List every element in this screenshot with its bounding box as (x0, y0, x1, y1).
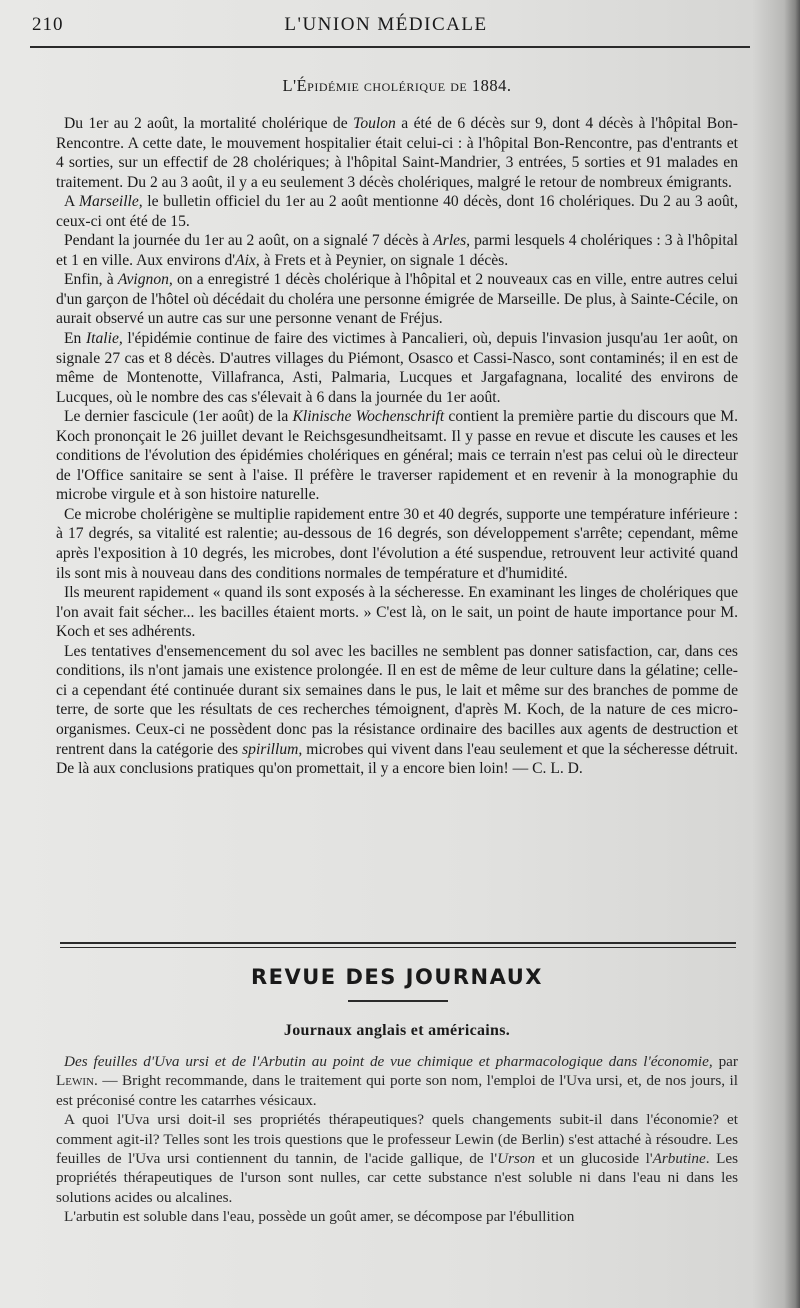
text-run: Du 1er au 2 août, la mortalité cholérique de (64, 115, 354, 132)
section-title-year: 1884. (471, 76, 512, 95)
paragraph (56, 1052, 738, 1110)
paragraph (56, 114, 738, 192)
paragraph (56, 407, 738, 505)
revue-subheading: Journaux anglais et américains. (283, 1022, 511, 1039)
paragraph (56, 192, 738, 231)
paragraph (56, 505, 738, 583)
text-run: En (64, 330, 86, 348)
italic-run: Marseille, (79, 193, 143, 211)
page-number: 210 (32, 14, 64, 35)
text-run: contient la première partie du discours que M. Koch prononçait le 26 juillet devant le Reichsgesundheitsamt. Il y passe en revue et discute les causes et les conditions de l'évolution des épidémies cholériques en général; mais ce terrain n'est pas celui où le directeur de l'Office sanitaire se sent à l'aise. Il préfère le traverser rapidement et en revenir à la monographie du microbe virgule et à son histoire naturelle. (56, 408, 738, 504)
text-run: a été de 6 décès sur 9, dont 4 décès à l'hôpital Bon-Rencontre. A cette date, le mouvement hospitalier était celui-ci : à l'hôpital Bon-Rencontre, pas d'entrants et 4 sorties, sur un effectif de 28 cholériques; à l'hôpital Saint-Mandrier, 3 entrées, 5 sorties et 91 malades en traitement. Du 2 au 3 août, il y a eu seulement 3 décès cholériques, malgré le retour de nombreux émigrants. (56, 115, 738, 191)
text-run: l'épidémie continue de faire des victimes à Pancalieri, où, depuis l'invasion jusqu'au 1er août, on signale 27 cas et 8 décès. D'autres villages du Piémont, Osasco et Cassi-Nasco, sont contaminés; il en est de même de Montenotte, Villafranca, Asti, Palmaria, Lucques et Jargafagnana, localité des environs de Lucques, où le nombre des cas s'élevait à 6 dans la journée du 1er août. (56, 330, 738, 406)
italic-run: Arles, (433, 232, 471, 250)
journal-title: L'UNION MÉDICALE (284, 14, 488, 35)
italic-run: Klinische Wochenschrift (292, 408, 445, 426)
italic-run: Avignon, (117, 271, 173, 289)
text-run: , à Frets et à Peynier, on signale 1 décès. (255, 251, 509, 269)
revue-title: REVUE DES JOURNAUX (250, 965, 543, 989)
text-run: Enfin, à (64, 271, 118, 289)
page-spine-shadow (784, 0, 800, 1308)
text-run: L'arbutin est soluble dans l'eau, possède un goût amer, se décompose par l'ébullition (64, 1208, 575, 1226)
double-rule-top (60, 942, 736, 944)
italic-run: Toulon (353, 115, 396, 132)
italic-run: Aix (235, 251, 256, 269)
paragraph (56, 1110, 738, 1207)
text-run: . — Bright recommande, dans le traitement qui porte son nom, l'emploi de l'Uva ursi, et, de nos jours, il est préconisé contre les catarrhes vésicaux. (56, 1072, 738, 1109)
text-run: Pendant la journée du 1er au 2 août, on a signalé 7 décès à (64, 232, 434, 250)
text-run: A quoi l'Uva ursi doit-il ses propriétés thérapeutiques? quels changements subit-il dans l'économie? et comment agit-il? Telles sont les trois questions que le professeur Lewin (de Berlin) s'est attaché à résoudre. Les feuilles de l'Uva ursi contiennent du tannin, de l'acide gallique, de l' (56, 1111, 738, 1168)
running-header (26, 14, 746, 38)
paragraph (56, 231, 738, 270)
text-run: parmi lesquels 4 cholériques : 3 à l'hôpital et 1 en ville. Aux environs d' (56, 232, 738, 269)
text-run: Le dernier fascicule (1er août) de la (64, 408, 293, 426)
text-run: A (64, 193, 80, 211)
italic-run: Urson (497, 1150, 536, 1168)
paragraph (56, 583, 738, 642)
revue-body (56, 1052, 738, 1227)
paragraph (56, 642, 738, 779)
italic-run: spirillum, (242, 740, 303, 758)
double-rule-bottom (60, 947, 736, 948)
paragraph (56, 329, 738, 407)
article-body (56, 114, 738, 779)
paragraph (56, 270, 738, 329)
italic-run: Italie, (85, 330, 123, 348)
text-run: Ce microbe cholérigène se multiplie rapidement entre 30 et 40 degrés, supporte une température inférieure : à 17 degrés, sa vitalité est ralentie; au-dessous de 16 degrés, son développement s'arrête; cependant, même après l'exposition à 10 degrés, les microbes, dont l'évolution a été suspendue, retrouvent leur activité quand ils sont mis à nouveau dans des conditions normales de température et d'humidité. (56, 505, 738, 582)
text-run: et un glucoside l' (535, 1150, 653, 1168)
text-run: . Les propriétés thérapeutiques de l'urson sont nulles, car cette substance n'est soluble ni dans l'eau ni dans les solutions acides ou alcalines. (56, 1150, 738, 1206)
italic-run: Des feuilles d'Uva ursi et de l'Arbutin au point de vue chimique et pharmacologique dans l'économie, (64, 1053, 713, 1070)
header-rule (30, 46, 750, 48)
text-run: par (712, 1053, 738, 1070)
text-run: on a enregistré 1 décès cholérique à l'hôpital et 2 nouveaux cas en ville, entre autres celui d'un garçon de l'hôtel où décédait du choléra une personne émigrée de Marseille. De plus, à Sainte-Cécile, on aurait observé un autre cas sur une personne venant de Fréjus. (56, 271, 738, 328)
text-run: Ils meurent rapidement « quand ils sont exposés à la sécheresse. En examinant les linges de cholériques que l'on avait fait sécher... les bacilles étaient morts. » C'est là, on le sait, un point de haute importance pour M. Koch et ses adhérents. (56, 584, 738, 641)
italic-run: Arbutine (652, 1150, 706, 1168)
text-run: Lewin (56, 1072, 94, 1090)
section-title-text: L'Épidémie cholérique de (282, 76, 472, 95)
revue-underline (348, 1000, 448, 1002)
text-run: Les tentatives d'ensemencement du sol avec les bacilles ne semblent pas donner satisfaction, car, dans ces conditions, ils n'ont jamais une existence prolongée. Il en est de même de leur culture dans la gélatine; celle-ci a cependant été continuée durant six semaines dans le pus, le lait et même sur des branches de pomme de terre, de sorte que les résultats de ces recherches témoignent, d'après M. Koch, de la nature de ces micro-organismes. Ceux-ci ne possèdent donc pas la résistance ordinaire des bacilles aux agents de destruction et rentrent dans la catégorie des (56, 642, 738, 758)
section-title (56, 76, 738, 96)
text-run: le bulletin officiel du 1er au 2 août mentionne 40 décès, dont 16 cholériques. Du 2 au 3 août, ceux-ci ont été de 15. (56, 193, 738, 230)
paragraph (56, 1207, 738, 1226)
text-run: microbes qui vivent dans l'eau seulement et que la sécheresse détruit. De là aux conclusions pratiques qu'on promettait, il y a encore bien loin! — C. L. D. (56, 740, 738, 778)
